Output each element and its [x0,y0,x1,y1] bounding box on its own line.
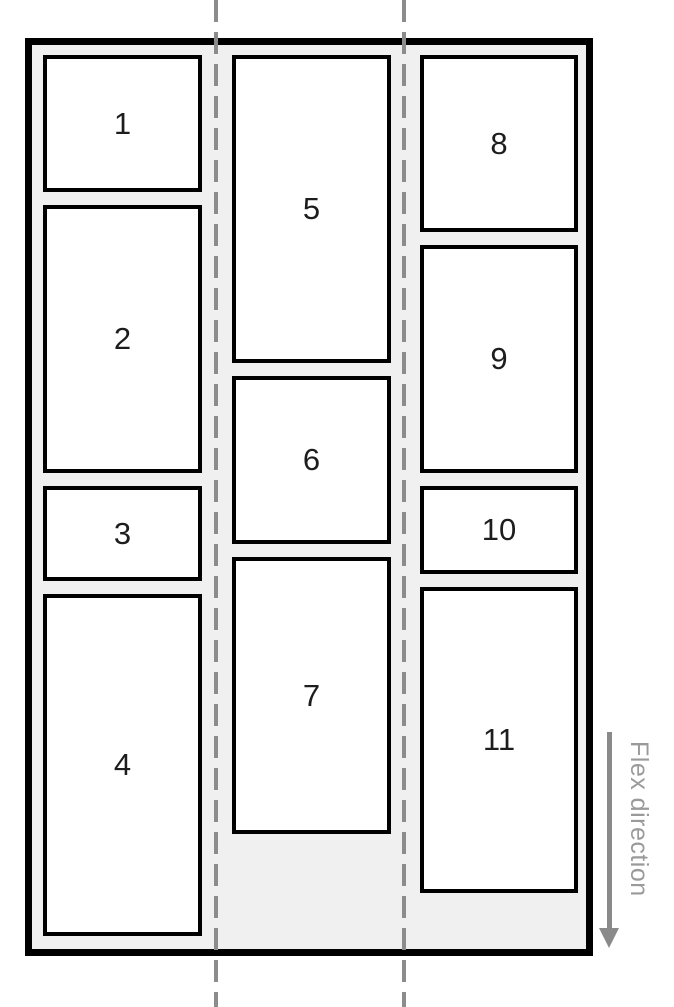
arrow-down-icon [599,928,619,948]
flex-item-3: 3 [43,486,202,581]
flex-item-11: 11 [420,587,578,893]
column-boundary-guide-line-1 [214,0,218,1007]
column-boundary-guide-line-2 [402,0,406,1007]
flex-item-5: 5 [232,55,391,363]
flex-item-4: 4 [43,594,202,936]
flex-item-8: 8 [420,55,578,232]
flex-item-1: 1 [43,55,202,192]
flex-direction-arrow-line [607,732,612,930]
flex-item-7: 7 [232,557,391,834]
flex-item-9: 9 [420,245,578,473]
flex-item-6: 6 [232,376,391,544]
flex-item-2: 2 [43,205,202,473]
flex-item-10: 10 [420,486,578,574]
flex-direction-label: Flex direction [625,741,653,897]
